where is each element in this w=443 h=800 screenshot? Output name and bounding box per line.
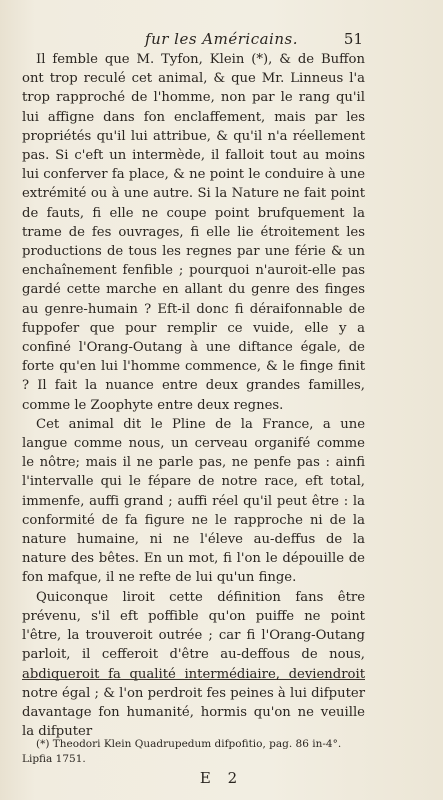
paragraph-1-text-start: Il femble que M. Tyfon, Klein <box>36 52 252 67</box>
footnote-reference: (*) <box>251 52 269 67</box>
running-title: fur les Américains. <box>145 30 298 48</box>
page-header <box>0 30 443 48</box>
footnote: (*) Theodori Klein Quadrupedum difpofitio, pag. 86 in-4°. Lipfia 1751. <box>22 738 342 765</box>
paragraph-2: Cet animal dit le Pline de la France, a une langue comme nous, un cerveau organifé comme le nôtre; mais il ne parle pas, ne penfe pas : ainfi l'intervalle qui le fépare de notre race, eft total, immenfe, auffi grand ; auffi réel qu'il peut être : la conformité de fa figure ne le rapproche ni de la nature humaine, ni ne l'éleve au-deffus de la nature des bêtes. En un mot, fi l'on le dépouille de fon mafque, il ne refte de lui qu'un finge. <box>22 416 365 586</box>
footnote-rule <box>22 679 365 680</box>
paragraph-1 <box>22 50 365 415</box>
paragraph-3: Quiconque liroit cette définition fans être prévenu, s'il eft poffible qu'on puiffe ne point l'être, la trouveroit outrée ; car fi l'Orang-Outang parloit, il cefferoit d'être au-deffous de nous, abdiqueroit fa qualité intermédiaire, deviendroit notre égal ; & l'on perdroit fes peines à lui difputer davantage fon humanité, hormis qu'on ne veuille la difputer <box>22 589 365 740</box>
page-number: 51 <box>343 30 363 48</box>
body-text <box>22 50 365 741</box>
signature-mark: E 2 <box>199 769 244 787</box>
paragraph-1-text-end: , & de Buffon ont trop reculé cet animal, & que Mr. Linneus l'a trop rapproché de l'homme, non par le rang qu'il lui affigne dans fon enclaffement, mais par les propriétés qu'il lui attribue, & qu'il n'a réellement pas. Si c'eft un intermède, il falloit tout au moins lui conferver fa place, & ne point le conduire à une extrémité ou à une autre. Si la Nature ne fait point de fauts, fi elle ne coupe point brufquement la trame de fes ouvrages, fi elle lie étroitement les productions de tous les regnes par une férie & un enchaînement fenfible ; pourquoi n'auroit-elle pas gardé cette marche en allant du genre des finges au genre-humain ? Eft-il donc fi déraifonnable de fuppofer que pour remplir ce vuide, elle y a confiné l'Orang-Outang à une diftance égale, de forte qu'en lui l'homme commence, & le finge finit ? Il fait la nuance entre deux grandes familles, comme le Zoophyte entre deux regnes. <box>22 52 365 413</box>
